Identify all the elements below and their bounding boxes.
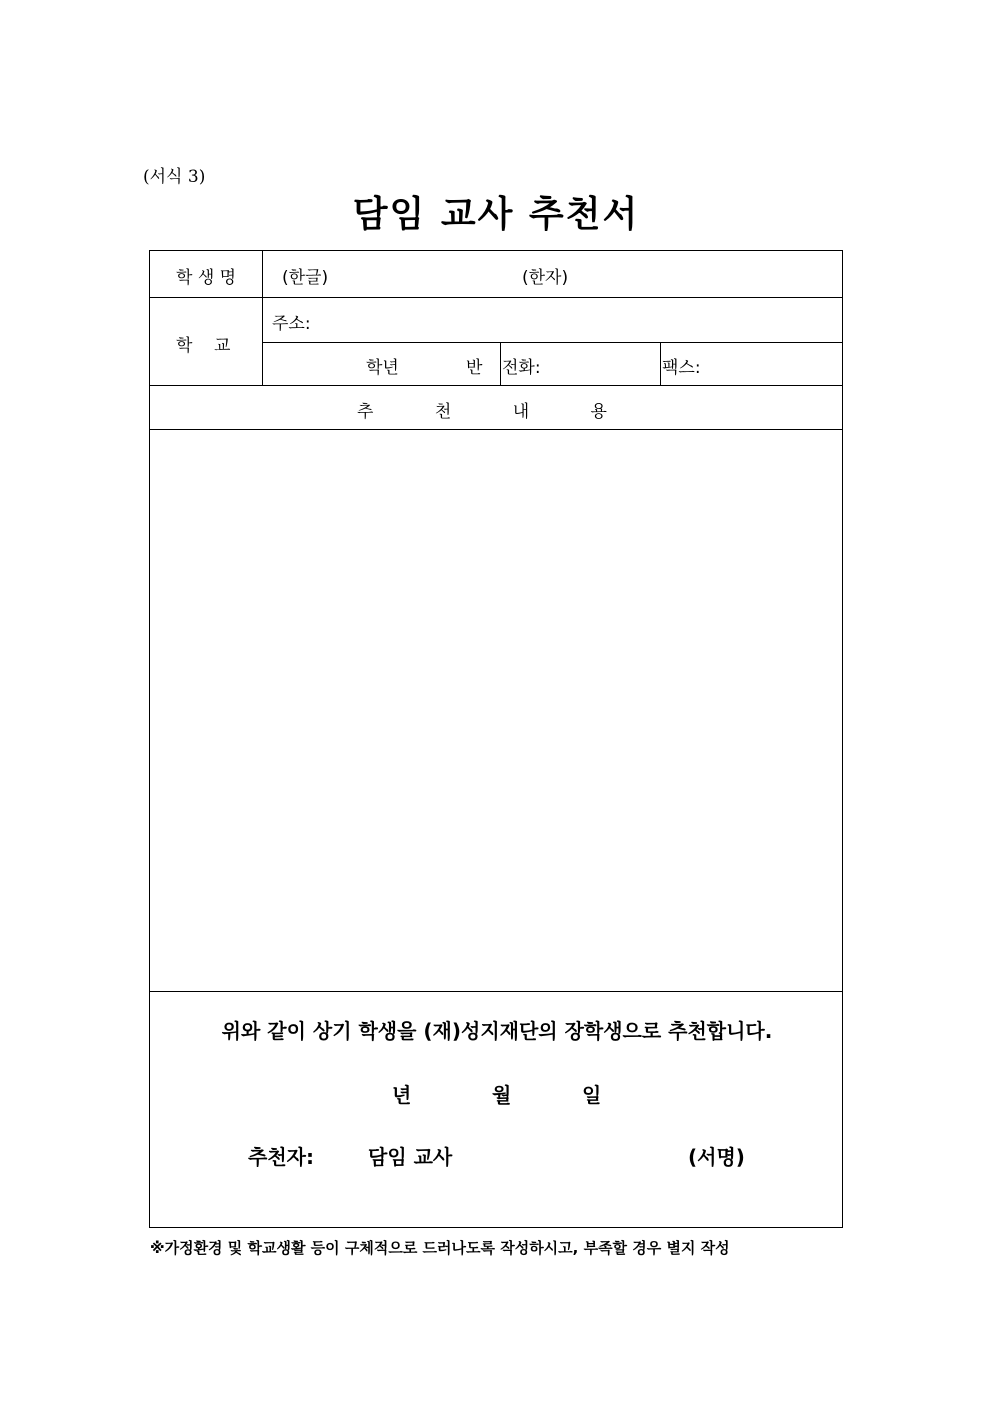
date-day-field[interactable] bbox=[518, 1071, 580, 1107]
student-name-korean-label: (한글) bbox=[282, 268, 329, 288]
recommender-name-field[interactable] bbox=[468, 1133, 678, 1169]
school-address-field[interactable] bbox=[320, 301, 835, 339]
recommendation-header: 추 천 내 용 bbox=[357, 402, 635, 422]
date-day-label: 일 bbox=[582, 1083, 602, 1107]
student-name-hanja-label: (한자) bbox=[522, 268, 569, 288]
school-label: 학 교 bbox=[176, 336, 231, 356]
grade-field[interactable] bbox=[300, 346, 360, 382]
school-fax-label: 팩스: bbox=[662, 358, 701, 378]
row-divider bbox=[150, 991, 842, 992]
student-name-korean-field[interactable] bbox=[340, 255, 510, 293]
recommendation-form bbox=[149, 250, 843, 1228]
date-month-field[interactable] bbox=[422, 1071, 488, 1107]
recommender-role: 담임 교사 bbox=[368, 1145, 453, 1169]
recommendation-statement: 위와 같이 상기 학생을 (재)성지재단의 장학생으로 추천합니다. bbox=[221, 1019, 773, 1043]
column-divider bbox=[262, 251, 263, 385]
form-number: (서식 3) bbox=[143, 167, 206, 187]
date-month-label: 월 bbox=[492, 1083, 512, 1107]
row-divider bbox=[150, 429, 842, 430]
student-name-label: 학 생 명 bbox=[176, 268, 237, 288]
column-divider bbox=[660, 342, 661, 385]
school-address-label: 주소: bbox=[272, 314, 311, 334]
footnote: ※가정환경 및 학교생활 등이 구체적으로 드러나도록 작성하시고, 부족할 경우 별지 작성 bbox=[150, 1239, 730, 1257]
signature-label: (서명) bbox=[688, 1145, 745, 1169]
grade-label: 학년 bbox=[366, 358, 399, 378]
row-divider bbox=[150, 297, 842, 298]
column-divider bbox=[500, 342, 501, 385]
class-field[interactable] bbox=[406, 346, 462, 382]
date-year-label: 년 bbox=[392, 1083, 412, 1107]
row-divider bbox=[150, 385, 842, 386]
class-label: 반 bbox=[466, 358, 483, 378]
school-phone-label: 전화: bbox=[502, 358, 541, 378]
date-year-field[interactable] bbox=[310, 1071, 388, 1107]
recommender-label: 추천자: bbox=[248, 1145, 314, 1169]
page-title: 담임 교사 추천서 bbox=[352, 194, 640, 235]
school-fax-field[interactable] bbox=[706, 346, 836, 382]
school-phone-field[interactable] bbox=[546, 346, 656, 382]
student-name-hanja-field[interactable] bbox=[580, 255, 835, 293]
row-divider bbox=[262, 342, 842, 343]
recommendation-content-field[interactable] bbox=[154, 433, 838, 987]
